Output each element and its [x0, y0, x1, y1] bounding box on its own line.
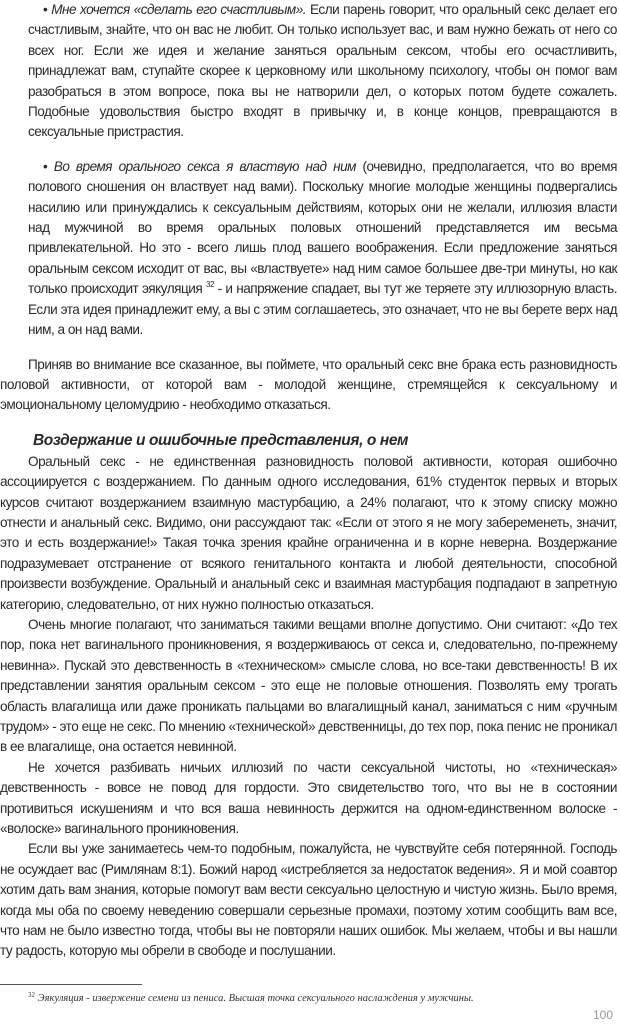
paragraph-text: (очевидно, предполагается, что во время полового сношения он властвует над вами). Поскольку многие молодые женщины подвергались насилию или принуждались к сексуальным действиям, которых они не желали, иллюзия власти над мужчиной во время оральных половых отношений представляется им весьма привлекательной. Но это - всего лишь плод вашего воображения. Если предложение заняться оральным сексом исходит от вас, вы «властвуете» над ним самое большее две-три минуты, но как только происходит эякуляция [28, 158, 617, 297]
section-heading: Воздержание и ошибочные представления, о нем [33, 431, 409, 449]
paragraph-text: - и напряжение спадает, вы тут же теряете эту иллюзорную власть. Если эта идея принадлежит ему, а вы с этим соглашаетесь, это означает, что не вы берете верх над ним, а он над вами. [28, 281, 618, 338]
section-body [0, 452, 617, 962]
conclusion-paragraph: Приняв во внимание все сказанное, вы поймете, что оральный секс вне брака есть разновидность половой активности, от которой вам - молодой женщине, стремящейся к сексуальному и эмоциональному целомудрию - необходимо отказаться. [0, 356, 617, 413]
body-paragraph: Очень многие полагают, что заниматься такими вещами вполне допустимо. Они считают: «До тех пор, пока нет вагинального проникновения, я воздерживаюсь от секса и, следовательно, по-прежнему невинна». Пускай это девственность в «техническом» смысле слова, но все-таки девственность! В их представлении занятия оральным сексом - это еще не половые отношения. Позволять ему трогать область влагалища или даже проникать пальцами во влагалищный канал, заниматься с ним «ручным трудом» - это еще не секс. По мнению «технической» девственницы, до тех пор, пока пенис не проникал в ее влагалище, она остается невинной. [0, 616, 617, 755]
bullet-title: Мне хочется «сделать его счастливым». [51, 2, 307, 17]
bullet-paragraph-happy [28, 0, 617, 143]
body-paragraph: Если вы уже занимаетесь чем-то подобным, пожалуйста, не чувствуйте себя потерянной. Господь не осуждает вас (Римлянам 8:1). Божий народ «истребляется за недостаток ведения». Я и мой соавтор хотим дать вам знания, которые помогут вам вести сексуально целостную и чистую жизнь. Было время, когда мы оба по своему неведению совершали серьезные промахи, поэтому хотим сообщить вам все, что нам не было известно тогда, чтобы вы не повторяли наших ошибок. Мы желаем, чтобы и вы нашли ту радость, которую мы обрели в свободе и послушании. [0, 841, 617, 959]
paragraph-text: Если парень говорит, что оральный секс делает его счастливым, знайте, что он вас не любит. Он только использует вас, и вам нужно бежать от него со всех ног. Если же идея и желание заняться оральным сексом, чтобы его осчастливить, принадлежат вам, ступайте скорее к церковному или школьному психологу, чтобы он помог вам разобраться в этом вопросе, пока вы не натворили дел, о которых потом будете сожалеть. Подобные удовольствия быстро входят в привычку и, в конце концов, превращаются в сексуальные пристрастия. [28, 2, 617, 140]
bullet-paragraph-power [28, 157, 617, 341]
footnote-number: 32 [28, 990, 35, 999]
bullet: • [43, 2, 48, 17]
footnote-ref[interactable]: 32 [206, 280, 214, 290]
bullet-title: Во время орального секса я властвую над ним [53, 158, 356, 174]
body-paragraph: Не хочется разбивать ничьих иллюзий по части сексуальной чистоты, но «техническая» девственность - вовсе не повод для гордости. Это свидетельство того, что вы не в состоянии противиться искушениям и что вся ваша невинность держится на одном-единственном волоске - «волоске» вагинального проникновения. [0, 759, 617, 837]
body-paragraph: Оральный секс - не единственная разновидность половой активности, которая ошибочно ассоциируется с воздержанием. По данным одного исследования, 61% студенток первых и вторых курсов считают воздержанием взаимную мастурбацию, а 24% полагают, что к этому списку можно отнести и анальный секс. Видимо, они рассуждают так: «Если от этого я не могу забеременеть, значит, это и есть воздержание!» Такая точка зрения крайне ограниченна и в корне неверна. Воздержание подразумевает отстранение от всякого генитального контакта и любой деятельности, способной произвести возбуждение. Оральный и анальный секс и взаимная мастурбация подпадают в запретную категорию, следовательно, от них нужно полностью отказаться. [0, 453, 617, 612]
footnote-text: Эякуляция - извержение семени из пениса. Высшая точка сексуального наслаждения у мужчины. [37, 992, 474, 1004]
page-number: 100 [592, 1007, 613, 1022]
footnote-divider [0, 984, 142, 985]
bullet: • [43, 158, 48, 174]
footnote [28, 991, 617, 1007]
